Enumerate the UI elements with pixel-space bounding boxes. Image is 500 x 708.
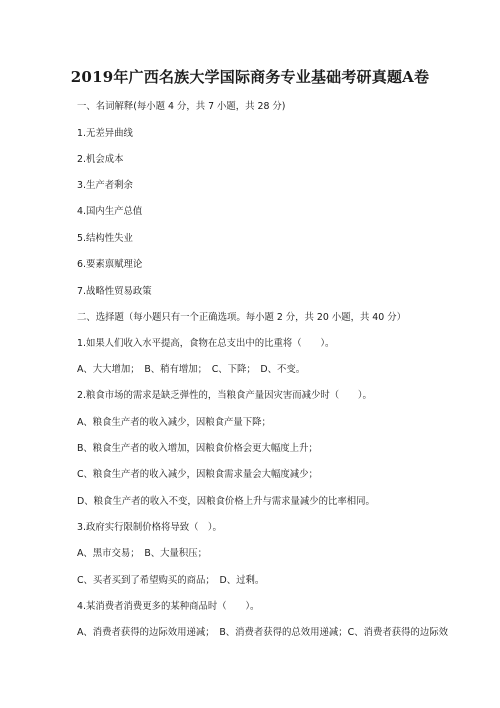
- section1-heading: 一、名词解释(每小题 4 分，共 7 小题，共 28 分): [77, 101, 286, 112]
- section1-item: 4.国内生产总值: [77, 206, 143, 217]
- section1-item: 6.要素禀赋理论: [77, 259, 143, 270]
- question-options: A、大大增加； B、稍有增加； C、下降； D、不变。: [77, 364, 306, 375]
- section1-item: 5.结构性失业: [77, 233, 133, 244]
- question-option: A、粮食生产者的收入减少，因粮食产量下降；: [77, 417, 271, 428]
- question-stem: 2.粮食市场的需求是缺乏弹性的，当粮食产量因灾害而减少时（ ）。: [77, 390, 372, 401]
- question-stem: 1.如果人们收入水平提高，食物在总支出中的比重将（ ）。: [77, 338, 335, 349]
- question-option: D、粮食生产者的收入不变，因粮食价格上升与需求量减少的比率相同。: [77, 496, 375, 507]
- question-options: A、消费者获得的边际效用递减； B、消费者获得的总效用递减；C、消费者获得的边际效: [77, 627, 448, 638]
- question-stem: 3.政府实行限制价格将导致（ ）。: [77, 522, 222, 533]
- question-options: A、黑市交易； B、大量积压；: [77, 548, 208, 559]
- page-title: 2019年广西名族大学国际商务专业基础考研真题A卷: [70, 68, 430, 86]
- section1-item: 2.机会成本: [77, 154, 124, 165]
- question-options: C、买者买到了希望购买的商品； D、过剩。: [77, 575, 265, 586]
- section1-item: 3.生产者剩余: [77, 180, 133, 191]
- section2-heading: 二、选择题（每小题只有一个正确选项。每小题 2 分，共 20 小题，共 40 分）: [77, 312, 406, 323]
- question-option: C、粮食生产者的收入减少，因粮食需求量会大幅度减少；: [77, 469, 318, 480]
- question-option: B、粮食生产者的收入增加，因粮食价格会更大幅度上升；: [77, 443, 318, 454]
- section1-item: 7.战略性贸易政策: [77, 286, 152, 297]
- question-stem: 4.某消费者消费更多的某种商品时（ ）。: [77, 601, 260, 612]
- section1-item: 1.无差异曲线: [77, 128, 133, 139]
